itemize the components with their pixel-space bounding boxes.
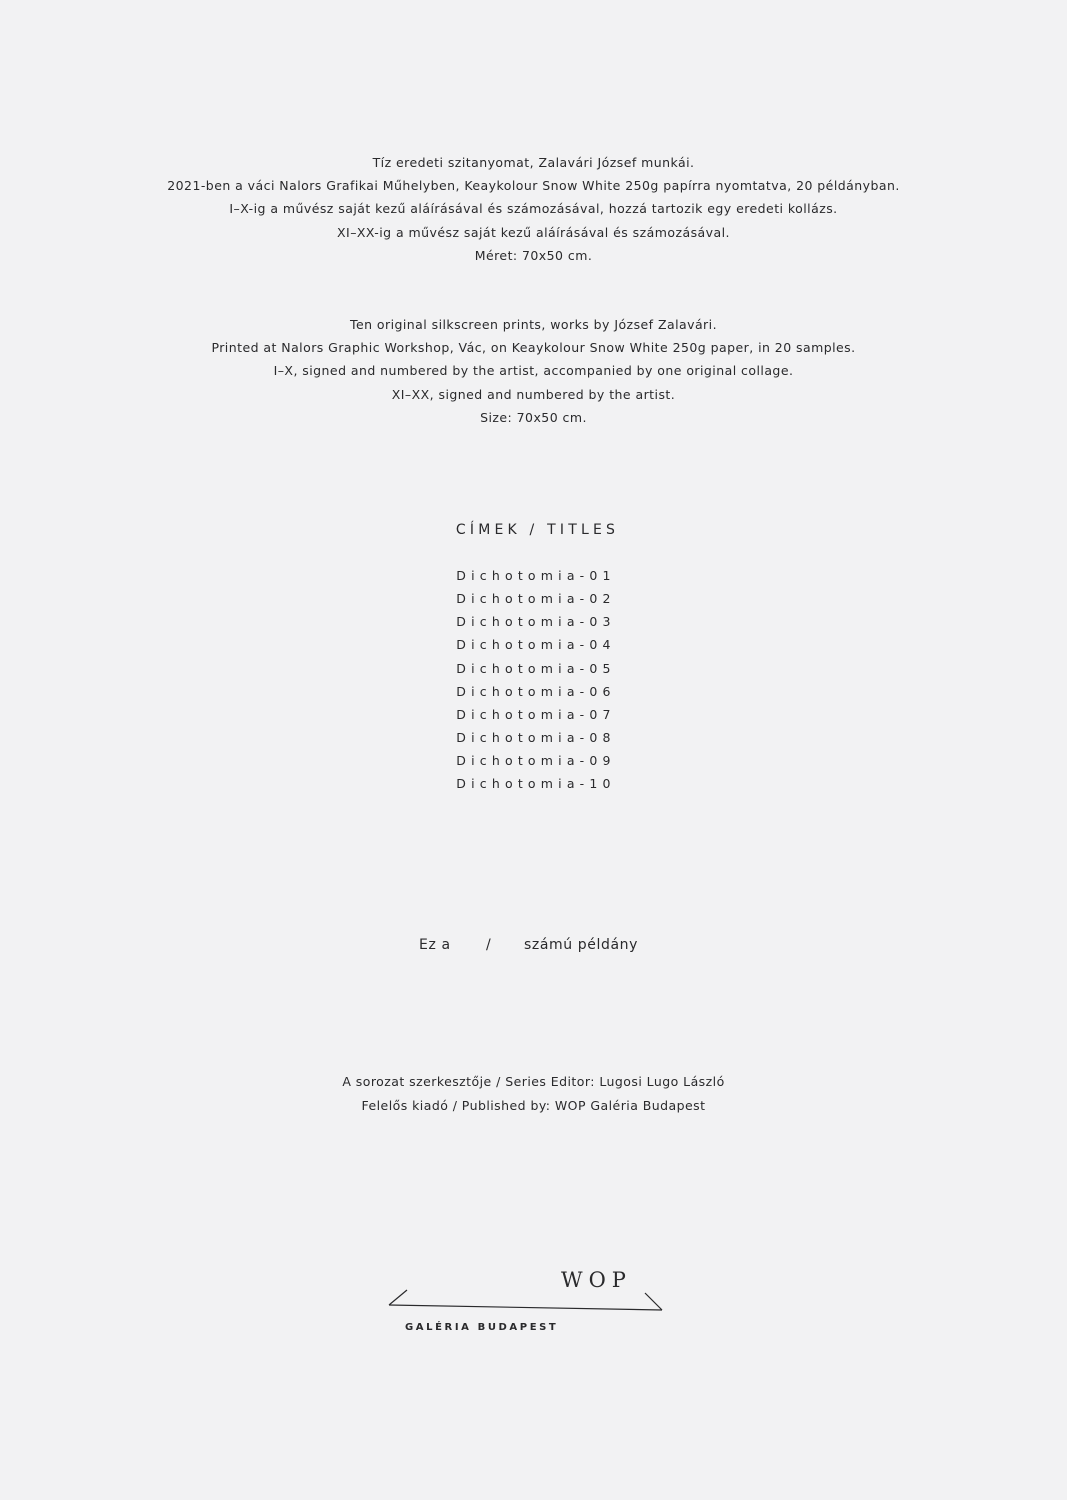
title-item: Dichotomia-08: [456, 730, 616, 746]
logo-right-stroke: [645, 1293, 662, 1310]
copy-number-prefix: Ez a: [419, 937, 451, 953]
series-editor-credit: A sorozat szerkesztője / Series Editor: Lugosi Lugo László: [342, 1074, 725, 1089]
copy-number-suffix: számú példány: [524, 937, 638, 953]
titles-list: [0, 564, 1067, 796]
logo-left-stroke: [389, 1290, 407, 1305]
english-colophon-line: I–X, signed and numbered by the artist, accompanied by one original collage.: [273, 363, 794, 379]
title-item: Dichotomia-09: [456, 753, 616, 769]
hungarian-colophon-line: Méret: 70x50 cm.: [474, 247, 593, 263]
titles-heading: CÍMEK / TITLES: [455, 522, 620, 538]
publisher-credit: Felelős kiadó / Published by: WOP Galéria Budapest: [361, 1097, 706, 1113]
credits: [0, 1070, 1067, 1117]
hungarian-colophon-line: Tíz eredeti szitanyomat, Zalavári József munkái.: [372, 155, 695, 170]
title-item: Dichotomia-04: [456, 637, 616, 653]
logo-wordmark: WOP: [561, 1268, 632, 1292]
english-colophon: [0, 313, 1067, 429]
wop-galeria-logo: [386, 1266, 668, 1342]
hungarian-colophon-line: XI–XX-ig a művész saját kezű aláírásával és számozásával.: [337, 224, 730, 240]
english-colophon-line: Ten original silkscreen prints, works by József Zalavári.: [349, 317, 717, 332]
hungarian-colophon-line: 2021-ben a váci Nalors Grafikai Műhelyben, Keaykolour Snow White 250g papírra nyomtatva, 20 példányban.: [167, 178, 900, 194]
title-item: Dichotomia-02: [456, 591, 616, 607]
title-item: Dichotomia-03: [456, 614, 616, 630]
title-item: Dichotomia-06: [456, 683, 616, 699]
copy-number-slash: /: [486, 937, 492, 953]
logo-baseline: [389, 1305, 662, 1310]
hungarian-colophon: [0, 151, 1067, 267]
title-item: Dichotomia-05: [456, 660, 616, 676]
english-colophon-line: XI–XX, signed and numbered by the artist.: [391, 386, 676, 402]
english-colophon-line: Printed at Nalors Graphic Workshop, Vác, on Keaykolour Snow White 250g paper, in 20 samples.: [211, 340, 856, 356]
hungarian-colophon-line: I–X-ig a művész saját kezű aláírásával és számozásával, hozzá tartozik egy eredeti kollázs.: [229, 201, 838, 217]
title-item: Dichotomia-01: [456, 568, 616, 583]
title-item: Dichotomia-10: [456, 776, 616, 792]
english-colophon-line: Size: 70x50 cm.: [480, 409, 587, 425]
title-item: Dichotomia-07: [456, 706, 616, 722]
copy-number-line: [0, 937, 1067, 961]
logo-subtitle: GALÉRIA BUDAPEST: [405, 1322, 559, 1333]
